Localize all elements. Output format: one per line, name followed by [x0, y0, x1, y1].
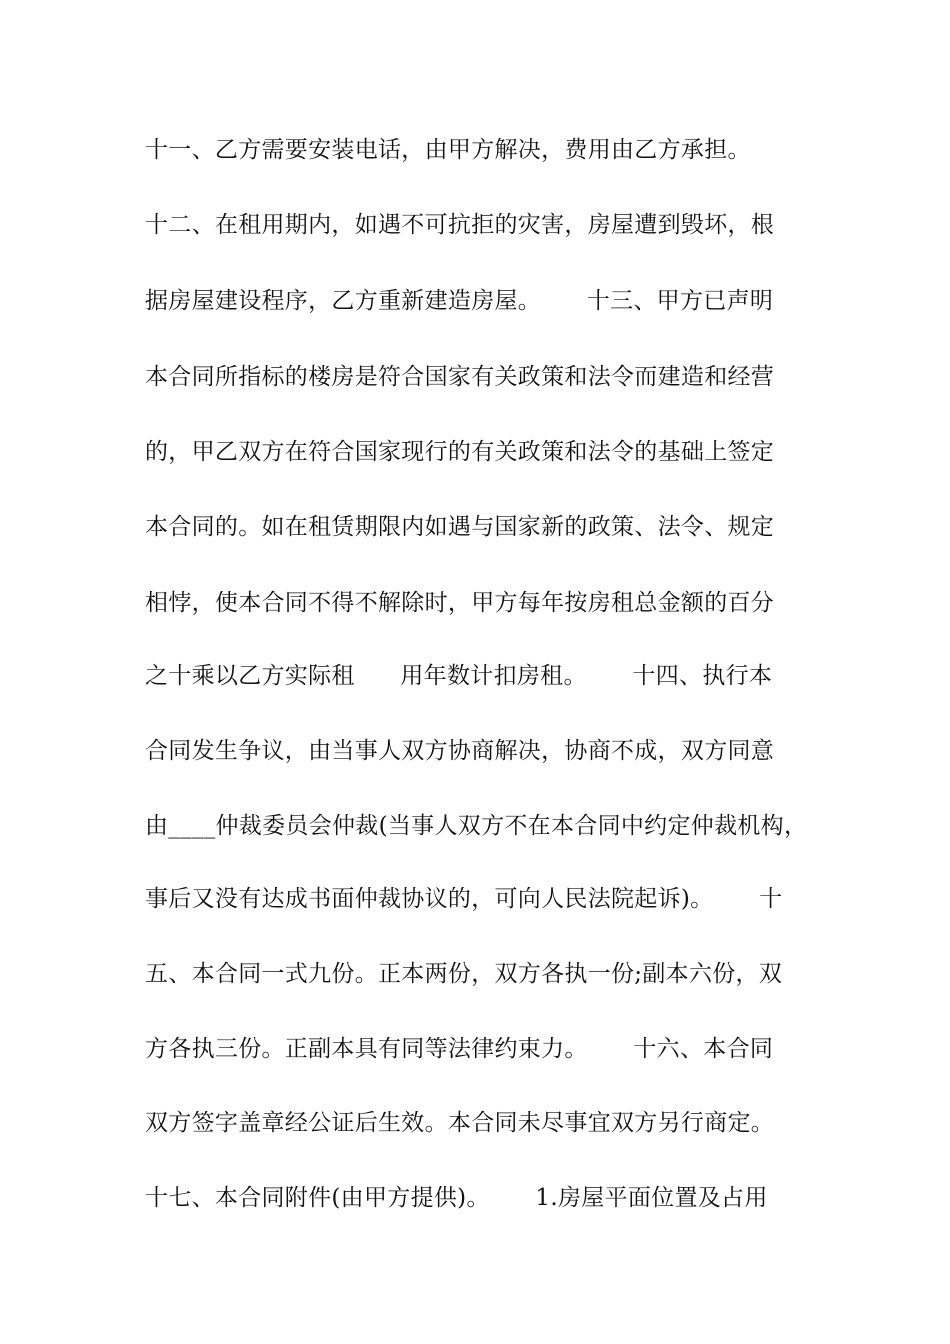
text-line: 双方签字盖章经公证后生效。本合同未尽事宜双方另行商定。 — [145, 1110, 775, 1136]
text-line: 据房屋建设程序，乙方重新建造房屋。 十三、甲方已声明 — [145, 288, 774, 314]
text-line: 事后又没有达成书面仲裁协议的，可向人民法院起诉)。 十 — [145, 886, 783, 912]
text-line: 由____仲裁委员会仲裁(当事人双方不在本合同中约定仲裁机构， — [145, 813, 808, 839]
text-line: 本合同的。如在租赁期限内如遇与国家新的政策、法令、规定 — [145, 514, 775, 540]
text-line: 五、本合同一式九份。正本两份，双方各执一份;副本六份，双 — [145, 961, 783, 987]
text-line: 本合同所指标的楼房是符合国家有关政策和法令而建造和经营 — [145, 364, 775, 390]
text-line: 之十乘以乙方实际租 用年数计扣房租。 十四、执行本 — [145, 663, 773, 689]
text-line: 方各执三份。正副本具有同等法律约束力。 十六、本合同 — [145, 1036, 774, 1062]
text-line: 十七、本合同附件(由甲方提供)。 1.房屋平面位置及占用 — [145, 1185, 768, 1211]
text-line: 合同发生争议，由当事人双方协商解决，协商不成，双方同意 — [145, 738, 775, 764]
text-line: 十二、在租用期内，如遇不可抗拒的灾害，房屋遭到毁坏，根 — [145, 212, 775, 238]
text-line: 相悖，使本合同不得不解除时，甲方每年按房租总金额的百分 — [145, 590, 775, 616]
text-line: 的，甲乙双方在符合国家现行的有关政策和法令的基础上签定 — [145, 439, 775, 465]
text-line: 十一、乙方需要安装电话，由甲方解决，费用由乙方承担。 — [145, 137, 751, 163]
